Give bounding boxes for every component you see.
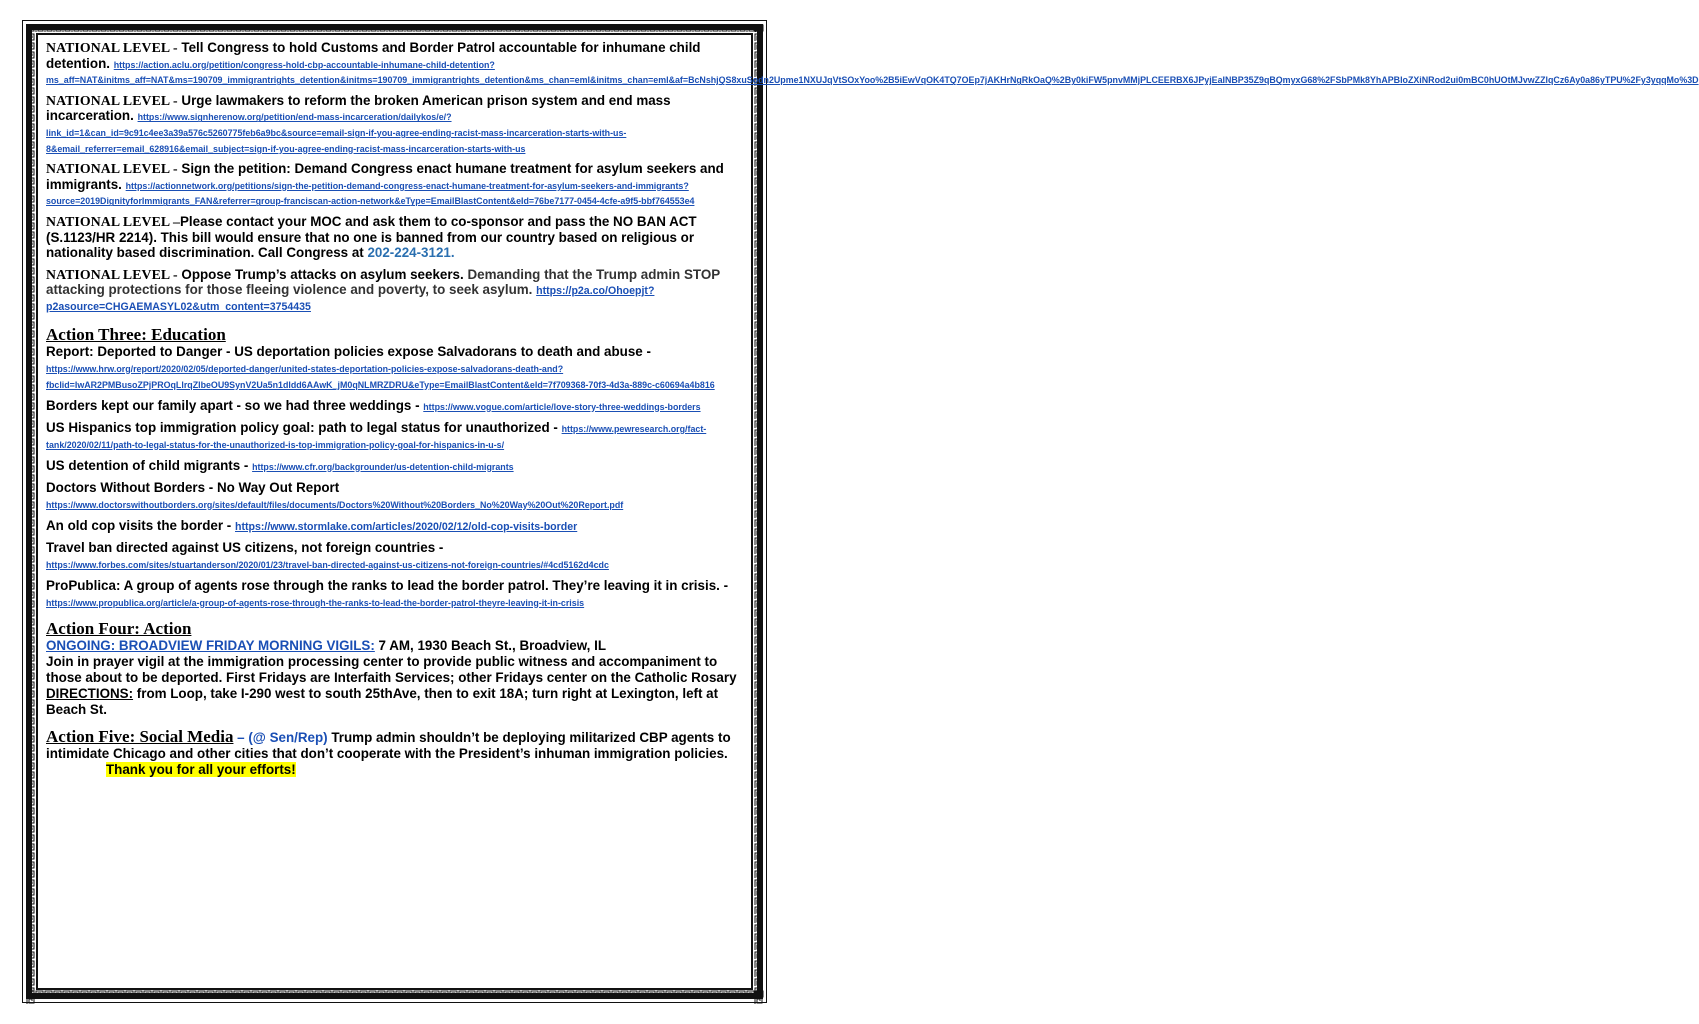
education-item-text: US Hispanics top immigration policy goal: path to legal status for unauthorized - xyxy=(46,419,558,435)
national-item-3 xyxy=(46,161,746,208)
national-level-label: NATIONAL LEVEL - xyxy=(46,92,178,108)
national-item-5 xyxy=(46,267,746,314)
education-item-5 xyxy=(46,480,746,512)
education-item-text: An old cop visits the border - xyxy=(46,517,232,533)
action-five-heading: Action Five: Social Media xyxy=(46,726,234,746)
education-link-forbes[interactable]: https://www.forbes.com/sites/stuartanderson/2020/01/23/travel-ban-directed-against-us-citizens-not-foreign-countries/#4cd5162d4cdc xyxy=(46,559,609,570)
greek-key-border-left xyxy=(26,24,35,999)
national-item-2 xyxy=(46,93,746,155)
greek-key-border-top xyxy=(26,24,763,33)
action-five-paragraph xyxy=(46,728,746,778)
flyer-content xyxy=(46,40,1699,990)
social-media-message: Trump admin shouldn’t be deploying militarized CBP agents to intimidate Chicago and other cities that don’t cooperate with the President’s inhuman immigration policies. xyxy=(46,729,731,761)
national-level-label: NATIONAL LEVEL - xyxy=(46,161,178,177)
national-item-text: Oppose Trump’s attacks on asylum seekers. xyxy=(177,266,464,282)
education-item-3 xyxy=(46,420,746,452)
action-three-heading: Action Three: Education xyxy=(46,324,226,344)
education-link-msf[interactable]: https://www.doctorswithoutborders.org/sites/default/files/documents/Doctors%20Without%20Borders_No%20Way%20Out%20Report.pdf xyxy=(46,499,624,510)
vigil-link[interactable]: ONGOING: BROADVIEW FRIDAY MORNING VIGILS: xyxy=(46,637,375,653)
national-item-text: Please contact your MOC and ask them to co-sponsor and pass the NO BAN ACT (S.1123/HR 2214). This bill would ensure that no one is banned from our country based on religious or nationality based discrimination. Call Congress at xyxy=(46,213,697,261)
national-item-text: Tell Congress to hold Customs and Border Patrol accountable for inhumane child detention. xyxy=(46,40,701,71)
petition-link-signherenow[interactable]: https://www.signherenow.org/petition/end-mass-incarceration/dailykos/e/?link_id=1&can_id=9c91c4ee3a39a576c5260775feb6a9bc&source=email-sign-if-you-agree-ending-racist-mass-incarceration-starts-with-us-8&email_referrer=email_628916&email_subject=sign-if-you-agree-ending-racist-mass-incarceration-starts-with-us xyxy=(46,112,627,154)
education-link-vogue[interactable]: https://www.vogue.com/article/love-story-three-weddings-borders xyxy=(423,401,701,412)
education-link-propublica[interactable]: https://www.propublica.org/article/a-group-of-agents-rose-through-the-ranks-to-lead-the-border-patrol-theyre-leaving-it-in-crisis xyxy=(46,597,585,608)
education-item-text: Report: Deported to Danger - US deportation policies expose Salvadorans to death and abuse - xyxy=(46,343,651,359)
action-four-heading: Action Four: Action xyxy=(46,618,192,638)
national-level-label: NATIONAL LEVEL - xyxy=(46,266,178,282)
education-item-4 xyxy=(46,458,746,474)
social-handle: (@ Sen/Rep) xyxy=(248,729,328,745)
education-item-text: Travel ban directed against US citizens, not foreign countries - xyxy=(46,539,444,555)
education-item-7 xyxy=(46,540,746,572)
directions-text: from Loop, take I-290 west to south 25thAve, then to exit 18A; turn right at Lexington, left at Beach St. xyxy=(46,685,719,717)
vigil-time-location: 7 AM, 1930 Beach St., Broadview, IL xyxy=(374,637,607,653)
thank-you-note: Thank you for all your efforts! xyxy=(106,761,296,777)
education-link-cfr[interactable]: https://www.cfr.org/backgrounder/us-detention-child-migrants xyxy=(252,461,514,472)
education-item-2 xyxy=(46,398,746,414)
petition-link-actionnetwork[interactable]: https://actionnetwork.org/petitions/sign-the-petition-demand-congress-enact-humane-treatment-for-asylum-seekers-and-immigrants?source=2019DignityforImmigrants_FAN&referrer=group-franciscan-action-network&eType=EmailBlastContent&eId=76be7177-0454-4cfe-a9f5-bbf764553e4 xyxy=(46,180,695,207)
directions-label: DIRECTIONS: xyxy=(46,685,134,701)
action-five-dash: – xyxy=(233,729,249,745)
national-item-4 xyxy=(46,214,746,261)
national-item-text: Urge lawmakers to reform the broken American prison system and end mass incarceration. xyxy=(46,92,671,124)
education-item-6 xyxy=(46,518,746,534)
greek-key-border-right xyxy=(754,24,763,999)
greek-key-border-bottom xyxy=(26,990,763,999)
congress-phone-number[interactable]: 202-224-3121. xyxy=(367,245,455,261)
education-item-1 xyxy=(46,344,746,392)
education-item-text: ProPublica: A group of agents rose through the ranks to lead the border patrol. They’re leaving it in crisis. - xyxy=(46,577,729,593)
petition-link-aclu[interactable]: https://action.aclu.org/petition/congress-hold-cbp-accountable-inhumane-child-detention?ms_aff=NAT&initms_aff=NAT&ms=190709_immigrantrights_detention&initms=190709_immigrantrights_detention&ms_chan=eml&initms_chan=eml&af=BcNshjQS8xuSodn2Upme1NXUJqVtSOxYoo%2B5iEwVqOK4TQ7OEp7jAKHrNgRkOaQ%2By0kiFW5pnvMMjPLCEERBX6JPyjEaINBP35Z9qBQmyxG68%2FSbPMk8YhAPBloZXiNRod2ui0mBC0hUOtMJvwZZlqCz6Ay0a86yTPU%2Fy3yqqMo%3D xyxy=(46,59,1699,86)
education-item-text: Doctors Without Borders - No Way Out Report xyxy=(46,479,340,495)
education-link-hrw[interactable]: https://www.hrw.org/report/2020/02/05/deported-danger/united-states-deportation-policies-expose-salvadorans-death-and?fbclid=IwAR2PMBusoZPjPROqLlrqZlbeOU9SynV2Ua5n1dldd6AAwK_jM0qNLMRZDRU&eType=EmailBlastContent&eId=7f709368-70f3-4d3a-889c-c60694a4b816 xyxy=(46,363,715,390)
education-item-text: US detention of child migrants - xyxy=(46,457,249,473)
education-item-8 xyxy=(46,578,746,610)
national-level-label: NATIONAL LEVEL - xyxy=(46,40,178,55)
vigil-description: Join in prayer vigil at the immigration processing center to provide public witness and accompaniment to those about to be deported. First Fridays are Interfaith Services; other Fridays center on the Catholic Rosary xyxy=(46,653,737,685)
education-link-pew[interactable]: https://www.pewresearch.org/fact-tank/2020/02/11/path-to-legal-status-for-the-unauthorized-is-top-immigration-policy-goal-for-hispanics-in-u-s/ xyxy=(46,423,707,450)
national-item-1 xyxy=(46,40,1699,87)
vigil-paragraph xyxy=(46,638,746,718)
education-link-stormlake[interactable]: https://www.stormlake.com/articles/2020/02/12/old-cop-visits-border xyxy=(235,520,578,533)
national-item-detail: Demanding that the Trump admin STOP attacking protections for those fleeing violence and poverty, to seek asylum. xyxy=(46,266,720,298)
petition-link-p2a[interactable]: https://p2a.co/Ohoepjt?p2asource=CHGAEMASYL02&utm_content=3754435 xyxy=(46,285,655,313)
national-level-label: NATIONAL LEVEL – xyxy=(46,213,180,229)
education-item-text: Borders kept our family apart - so we had three weddings - xyxy=(46,397,420,413)
national-item-text: Sign the petition: Demand Congress enact humane treatment for asylum seekers and immigrants. xyxy=(46,161,724,192)
